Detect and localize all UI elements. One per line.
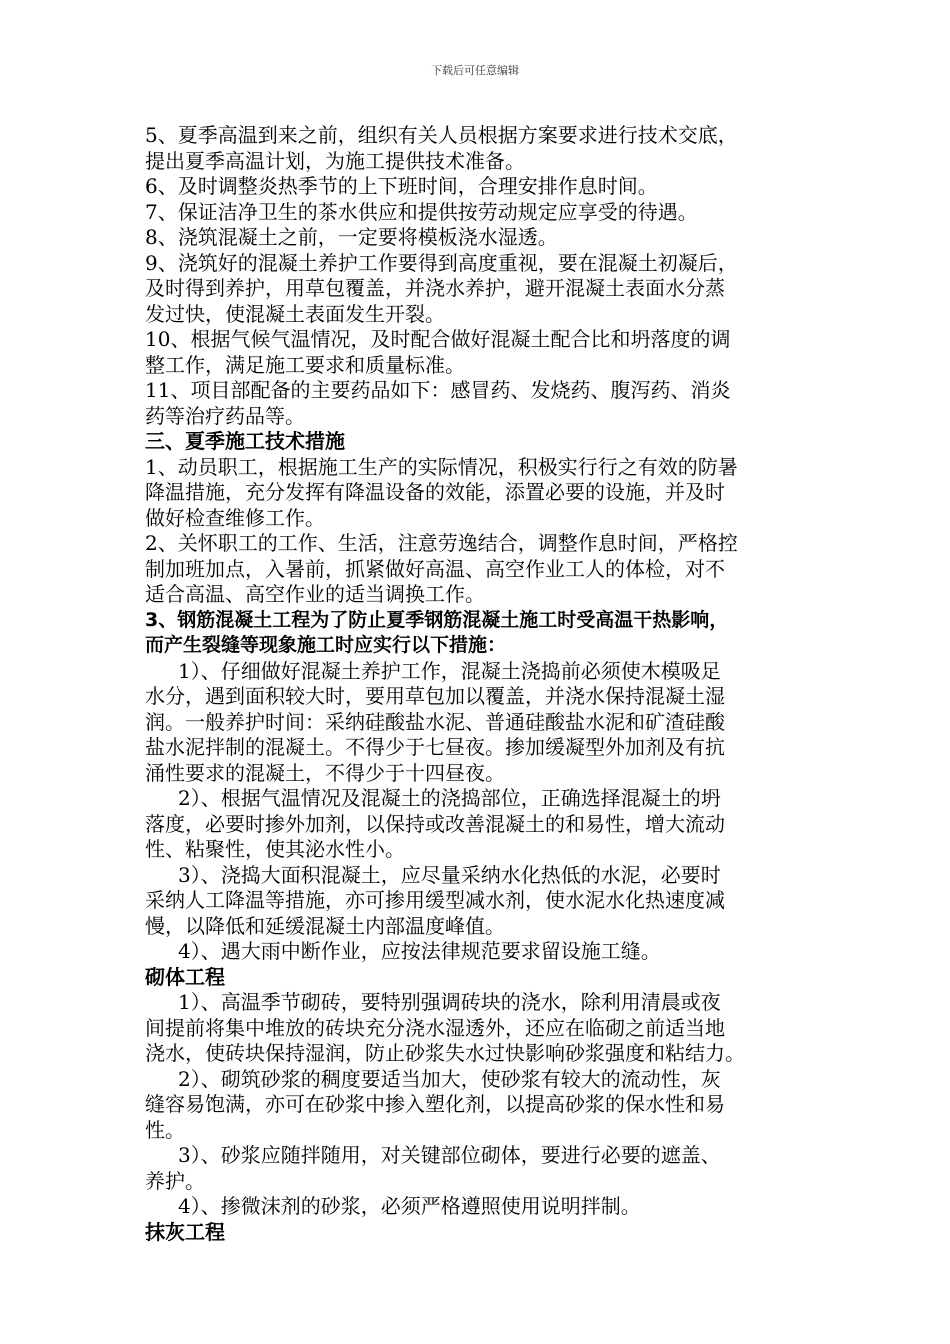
paragraph-line: 1、动员职工，根据施工生产的实际情况，积极实行行之有效的防暑 — [145, 454, 738, 479]
paragraph-line: 及时得到养护，用草包覆盖，并浇水养护，避开混凝土表面水分蒸 — [145, 276, 725, 300]
paragraph-line: 降温措施，充分发挥有降温设备的效能，添置必要的设施，并及时 — [145, 480, 725, 504]
paragraph-line: 浇水，使砖块保持湿润，防止砂浆失水过快影响砂浆强度和粘结力。 — [145, 1041, 745, 1065]
paragraph-line: 采纳人工降温等措施，亦可掺用缓型减水剂，使水泥水化热速度减 — [145, 888, 725, 912]
paragraph-line: 2）、根据气温情况及混凝土的浇捣部位，正确选择混凝土的坍 — [178, 786, 721, 810]
paragraph-line: 水分，遇到面积较大时，要用草包加以覆盖，并浇水保持混凝土湿 — [145, 684, 725, 708]
bold-paragraph-line: 3、钢筋混凝土工程为了防止夏季钢筋混凝土施工时受高温干热影响， — [145, 608, 729, 631]
paragraph-line: 10、根据气候气温情况，及时配合做好混凝土配合比和坍落度的调 — [145, 327, 731, 351]
document-body — [145, 123, 825, 1245]
paragraph-line: 性、粘聚性，使其泌水性小。 — [145, 837, 405, 861]
paragraph-line: 做好检查维修工作。 — [145, 505, 325, 530]
paragraph-line: 9、浇筑好的混凝土养护工作要得到高度重视，要在混凝土初凝后， — [145, 250, 738, 275]
paragraph-line: 4）、遇大雨中断作业，应按法律规范要求留设施工缝。 — [178, 939, 661, 963]
paragraph-line: 慢，以降低和延缓混凝土内部温度峰值。 — [145, 913, 505, 938]
paragraph-line: 提出夏季高温计划，为施工提供技术准备。 — [145, 148, 525, 173]
paragraph-line: 1）、高温季节砌砖，要特别强调砖块的浇水，除利用清晨或夜 — [178, 990, 721, 1014]
paragraph-line: 涌性要求的混凝土，不得少于十四昼夜。 — [145, 760, 505, 785]
paragraph-line: 1）、仔细做好混凝土养护工作，混凝土浇捣前必须使木模吸足 — [178, 658, 721, 683]
paragraph-line: 制加班加点，入暑前，抓紧做好高温、高空作业工人的体检，对不 — [145, 556, 725, 581]
section-heading: 三、夏季施工技术措施 — [145, 429, 345, 453]
paragraph-line: 2、关怀职工的工作、生活，注意劳逸结合，调整作息时间，严格控 — [145, 531, 738, 555]
paragraph-line: 6、及时调整炎热季节的上下班时间，合理安排作息时间。 — [145, 174, 658, 198]
paragraph-line: 3）、砂浆应随拌随用，对关键部位砌体，要进行必要的遮盖、 — [178, 1143, 721, 1167]
paragraph-line: 4）、掺微沫剂的砂浆，必须严格遵照使用说明拌制。 — [178, 1194, 641, 1218]
page-header: 下载后可任意编辑 — [431, 64, 519, 77]
paragraph-line: 发过快，使混凝土表面发生开裂。 — [145, 301, 445, 326]
paragraph-line: 3）、浇捣大面积混凝土，应尽量采纳水化热低的水泥，必要时 — [178, 862, 721, 887]
section-heading: 抹灰工程 — [145, 1219, 225, 1244]
paragraph-line: 间提前将集中堆放的砖块充分浇水湿透外，还应在临砌之前适当地 — [145, 1015, 725, 1040]
paragraph-line: 缝容易饱满，亦可在砂浆中掺入塑化剂，以提高砂浆的保水性和易 — [145, 1092, 725, 1116]
paragraph-line: 整工作，满足施工要求和质量标准。 — [145, 352, 465, 377]
paragraph-line: 性。 — [145, 1117, 185, 1142]
section-heading: 砌体工程 — [145, 964, 225, 989]
paragraph-line: 落度，必要时掺外加剂，以保持或改善混凝土的和易性，增大流动 — [145, 811, 725, 836]
paragraph-line: 养护。 — [145, 1168, 205, 1193]
paragraph-line: 盐水泥拌制的混凝土。不得少于七昼夜。掺加缓凝型外加剂及有抗 — [145, 735, 725, 759]
paragraph-line: 8、浇筑混凝土之前，一定要将模板浇水湿透。 — [145, 225, 558, 249]
paragraph-line: 润。一般养护时间：采纳硅酸盐水泥、普通硅酸盐水泥和矿渣硅酸 — [145, 709, 725, 734]
paragraph-line: 5、夏季高温到来之前，组织有关人员根据方案要求进行技术交底， — [145, 123, 738, 147]
paragraph-line: 7、保证洁净卫生的茶水供应和提供按劳动规定应享受的待遇。 — [145, 199, 698, 224]
paragraph-line: 11、项目部配备的主要药品如下：感冒药、发烧药、腹泻药、消炎 — [145, 378, 731, 402]
paragraph-line: 适合高温、高空作业的适当调换工作。 — [145, 582, 485, 606]
paragraph-line: 2）、砌筑砂浆的稠度要适当加大，使砂浆有较大的流动性，灰 — [178, 1066, 721, 1091]
bold-paragraph-line: 而产生裂缝等现象施工时应实行以下措施： — [145, 634, 507, 656]
paragraph-line: 药等治疗药品等。 — [145, 403, 305, 428]
